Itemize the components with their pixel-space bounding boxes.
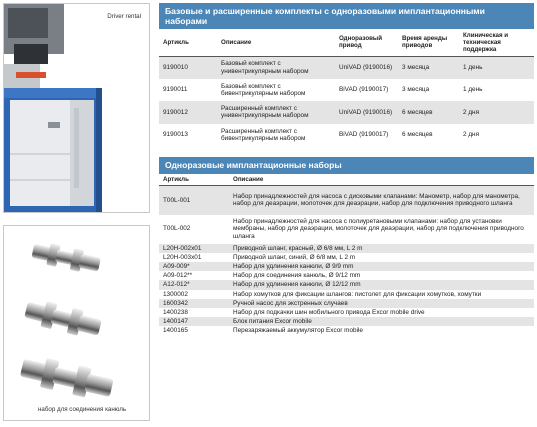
cell-rental: 6 месяцев xyxy=(398,101,459,124)
cell-article: 1400147 xyxy=(159,317,229,326)
cell-rental: 3 месяца xyxy=(398,56,459,79)
table-row xyxy=(159,271,534,280)
cell-article: 9190011 xyxy=(163,86,188,94)
section-title: Базовые и расширенные комплекты с одноразовыми имплантационными наборами xyxy=(159,3,534,29)
cell-description: Набор принадлежностей для насоса с полиуретановыми клапанами: набор для установки мембраны, набор для деаэрации, молоточек для деаэрации, набор для подключения приводного шланга xyxy=(233,218,524,240)
cell-article: 1400165 xyxy=(163,327,188,335)
column-header-rental-time: Время аренды приводов xyxy=(402,35,448,50)
column-header-description: Описание xyxy=(233,175,264,183)
table-row xyxy=(159,244,534,253)
disposable-implant-sets-section xyxy=(159,157,534,336)
driver-device-illustration xyxy=(4,4,150,213)
cell-drive: BiVAD (9190017) xyxy=(339,86,389,94)
table-row xyxy=(159,56,534,79)
cell-article: L20H-002x01 xyxy=(159,244,229,253)
column-header-article: Артикль xyxy=(163,175,189,183)
table-header-row xyxy=(159,174,534,186)
cell-description: Набор для удлинения канюли, Ø 9/9 mm xyxy=(229,262,534,271)
cell-article: A09-009* xyxy=(159,262,229,271)
cell-description: Перезаряжаемый аккумулятор Excor mobile xyxy=(233,327,363,335)
table-row xyxy=(159,79,534,102)
column-header-description: Описание xyxy=(221,38,252,46)
section-title: Одноразовые имплантационные наборы xyxy=(159,157,534,174)
table-row xyxy=(159,280,534,289)
implant-sets-table xyxy=(159,174,534,336)
cell-description: Блок питания Excor mobile xyxy=(229,317,534,326)
table-row xyxy=(159,308,534,317)
cannula-kit-caption: набор для соединения канюль xyxy=(38,406,127,413)
cell-article: 9190013 xyxy=(163,131,188,139)
table-row xyxy=(159,186,534,215)
cannula-connectors-illustration xyxy=(4,226,150,421)
cell-description: Приводной шланг, красный, Ø 6/8 мм, L 2 m xyxy=(229,244,534,253)
driver-rental-caption: Driver rental xyxy=(107,13,141,20)
cell-support: 1 день xyxy=(463,86,483,94)
cell-description: Набор принадлежностей для насоса с дисковыми клапанами: Манометр, набор для манометра, набор для деаэрации, молоточек для деаэрации, набор для подключения приводного шланга xyxy=(229,186,534,215)
cell-description: Набор для подкачки шин мобильного привода Excor mobile drive xyxy=(233,308,425,316)
table-row xyxy=(159,262,534,271)
cell-article: 1600342 xyxy=(159,299,229,308)
cell-article: 9190012 xyxy=(159,101,217,124)
column-header-article: Артикль xyxy=(163,38,189,46)
cell-article: L20H-003x01 xyxy=(163,253,202,261)
cell-description: Набор для удлинения канюли, Ø 12/12 mm xyxy=(229,280,534,289)
cannula-connector-kit-photo xyxy=(3,225,150,421)
cell-description: Расширенный комплект с унивентрикулярным набором xyxy=(217,101,335,124)
cell-rental: 6 месяцев xyxy=(402,131,433,139)
cell-article: T00L-001 xyxy=(159,186,229,215)
cell-drive: UniVAD (9190016) xyxy=(335,101,398,124)
cell-article: T00L-002 xyxy=(163,225,191,233)
cell-description: Базовый комплект с унивентрикулярным набором xyxy=(217,56,335,79)
table-row xyxy=(159,299,534,308)
cell-description: Приводной шланг, синий, Ø 6/8 мм, L 2 m xyxy=(233,253,356,261)
cell-support: 1 день xyxy=(459,56,534,79)
column-header-clinical-support: Клиническая и техническая поддержка xyxy=(463,31,509,53)
table-row xyxy=(159,124,534,147)
table-row xyxy=(159,253,534,262)
cell-description: Базовый комплект с бивентрикулярным набором xyxy=(221,82,306,97)
table-header-row xyxy=(159,29,534,56)
cell-description: Набор для соединения канюль, Ø 9/12 mm xyxy=(233,272,361,280)
cell-article: 1300002 xyxy=(163,290,188,298)
table-row xyxy=(159,101,534,124)
cell-support: 2 дня xyxy=(459,101,534,124)
table-row xyxy=(159,317,534,326)
cell-description: Набор хомутков для фиксации шлангов: пистолет для фиксации хомутков, хомутки xyxy=(233,290,482,298)
cell-support: 2 дня xyxy=(463,131,480,139)
cell-article: 9190010 xyxy=(159,56,217,79)
driver-rental-photo xyxy=(3,3,150,213)
cell-drive: UniVAD (9190016) xyxy=(335,56,398,79)
cell-article: A09-012** xyxy=(163,272,193,280)
cell-description: Расширенный комплект с бивентрикулярным набором xyxy=(221,127,306,142)
cell-rental: 3 месяца xyxy=(402,86,430,94)
table-row xyxy=(159,326,534,335)
cell-description: Ручной насос для экстренных случаев xyxy=(229,299,534,308)
column-header-disposable-drive: Одноразовый привод xyxy=(339,35,382,50)
cell-article: A12-012* xyxy=(159,280,229,289)
kits-table xyxy=(159,29,534,146)
table-row xyxy=(159,290,534,299)
table-row xyxy=(159,215,534,244)
basic-extended-kits-section xyxy=(159,3,534,146)
cell-drive: BiVAD (9190017) xyxy=(339,131,389,139)
cell-article: 1400238 xyxy=(163,308,188,316)
